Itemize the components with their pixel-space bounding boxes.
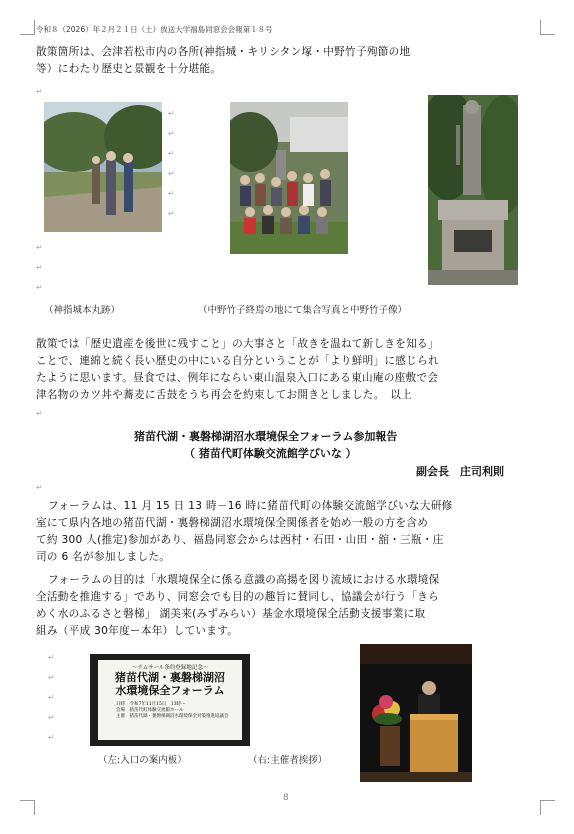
paragraph-mark-column: ↵ ↵ ↵ ↵ ↵ xyxy=(48,653,55,742)
caption-sign-board: （左:入口の案内板） xyxy=(98,755,187,766)
sign-line-1: 〜ラムサール条約登録地記念〜 xyxy=(131,665,209,671)
sign-line-6: 主催 猪苗代湖・裏磐梯湖沼水環境保全対策推進協議会 xyxy=(116,714,229,719)
caption-castle-site: （神指城本丸跡） xyxy=(44,305,121,316)
sign-line-4: 日時 令和7年11月15日 13時〜 xyxy=(116,702,186,707)
sign-line-5: 会場 猪苗代町体験交流館ホール xyxy=(116,708,184,713)
report-subtitle: （ 猪苗代町体験交流館学びいな ） xyxy=(184,447,357,460)
paragraph-mark-column: ↵ ↵ ↵ xyxy=(36,243,43,292)
organizer-speech-photo xyxy=(360,644,472,782)
report-author: 副会長 庄司利則 xyxy=(416,465,504,478)
paragraph-mark-column: ↵ ↵ ↵ ↵ ↵ ↵ xyxy=(168,109,175,218)
crop-mark-bottom-left xyxy=(20,800,35,815)
paragraph-mark-column: ↵ xyxy=(36,87,43,96)
paragraph-mark-column: ↵ xyxy=(36,483,43,492)
page-number: 8 xyxy=(283,793,289,803)
crop-mark-top-left xyxy=(20,20,35,35)
paragraph-forum-purpose: フォーラムの目的は「水環境保全に係る意識の高揚を図り流域における水環境保 全活動を推進する」であり、同窓会でも目的の趣旨に賛同し、協議会が行う「きら めく水のふるさと磐梯」 湖美来(みずみらい）基金水環境保全活動支援事業に取 組み（平成 30年度ー本年）しています。 xyxy=(36,574,440,637)
crop-mark-top-right xyxy=(540,20,555,35)
paragraph-stroll-locations: 散策箇所は、会津若松市内の各所(神指城・キリシタン塚・中野竹子殉節の地 等）にわたり歴史と景観を十分堪能。 xyxy=(36,46,411,75)
forum-sign-photo xyxy=(90,654,250,746)
paragraph-forum-summary: フォーラムは、11 月 15 日 13 時－16 時に猪苗代町の体験交流館学びいな大研修 室にて県内各地の猪苗代湖・裏磐梯湖沼水環境保全関係者を始め一般の方を含め て約 300 人(推定)参加があり、福島同窓会からは西村・石田・山田・舘・三瓶・庄 司の 6 名が参加しました。 xyxy=(36,500,453,563)
paragraph-mark-column: ↵ xyxy=(36,409,43,418)
crop-mark-bottom-right xyxy=(540,800,555,815)
sign-line-2: 猪苗代湖・裏磐梯湖沼 xyxy=(115,671,225,684)
sign-line-3: 水環境保全フォーラム xyxy=(115,684,225,697)
report-title: 猪苗代湖・裏磐梯湖沼水環境保全フォーラム参加報告 xyxy=(134,430,398,443)
paragraph-stroll-reflection: 散策では「歴史遺産を後世に残すこと」の大事さと「故きを温ねて新しきを知る」 ことで、連綿と続く長い歴史の中にいる自分ということが「より鮮明」に感じられ たように思います。昼食では、例年にならい東山温泉入口にある東山庵の座敷で会 津名物のカツ丼や蕎麦に舌鼓をうち再会を約束してお開きとしました。 以上 xyxy=(36,338,439,401)
newsletter-header: 令和８（2026）年２月２１日（土）放送大学福島同窓会会報第１８号 xyxy=(36,25,273,34)
nakano-takeko-statue-photo xyxy=(428,95,518,285)
caption-organizer-speech: （右:主催者挨拶） xyxy=(248,755,328,766)
caption-group-statue: （中野竹子終焉の地にて集合写真と中野竹子像） xyxy=(198,305,408,316)
castle-site-photo xyxy=(44,102,162,232)
group-photo xyxy=(230,102,348,254)
